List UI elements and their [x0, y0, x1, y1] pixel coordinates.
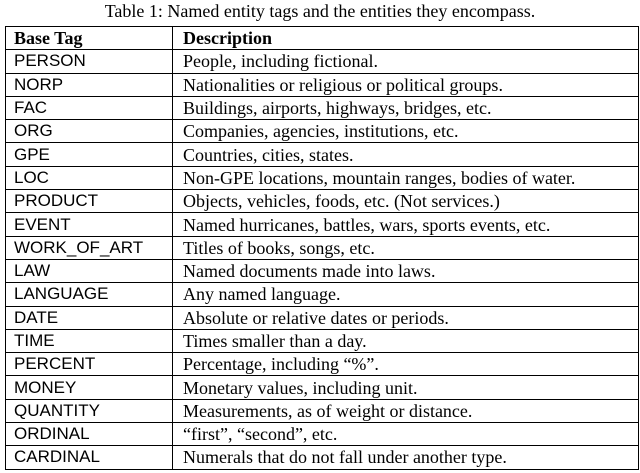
- table-row: [6, 120, 639, 143]
- table-row: [6, 73, 639, 96]
- tag-cell: EVENT: [6, 213, 173, 236]
- description-cell: Named hurricanes, battles, wars, sports events, etc.: [173, 213, 639, 236]
- table-row: [6, 283, 639, 306]
- table-row: [6, 143, 639, 166]
- table-row: [6, 236, 639, 259]
- header-base-tag: Base Tag: [6, 27, 173, 50]
- description-cell: Countries, cities, states.: [173, 143, 639, 166]
- description-cell: Titles of books, songs, etc.: [173, 236, 639, 259]
- description-cell: Objects, vehicles, foods, etc. (Not services.): [173, 190, 639, 213]
- description-cell: Measurements, as of weight or distance.: [173, 399, 639, 422]
- description-cell: Companies, agencies, institutions, etc.: [173, 120, 639, 143]
- table-row: [6, 50, 639, 73]
- description-cell: Nationalities or religious or political groups.: [173, 73, 639, 96]
- tag-cell: NORP: [6, 73, 173, 96]
- table-row: [6, 423, 639, 446]
- table-row: [6, 213, 639, 236]
- description-cell: People, including fictional.: [173, 50, 639, 73]
- tag-cell: ORG: [6, 120, 173, 143]
- table-row: [6, 259, 639, 282]
- table-row: [6, 190, 639, 213]
- entity-tags-table: [5, 26, 639, 470]
- table-caption: Table 1: Named entity tags and the entities they encompass.: [104, 1, 536, 21]
- tag-cell: ORDINAL: [6, 423, 173, 446]
- description-cell: Monetary values, including unit.: [173, 376, 639, 399]
- description-cell: Non-GPE locations, mountain ranges, bodies of water.: [173, 166, 639, 189]
- table-row: [6, 329, 639, 352]
- tag-cell: LOC: [6, 166, 173, 189]
- tag-cell: LAW: [6, 259, 173, 282]
- table-header-row: [6, 27, 639, 50]
- description-cell: Any named language.: [173, 283, 639, 306]
- description-cell: Absolute or relative dates or periods.: [173, 306, 639, 329]
- description-cell: Times smaller than a day.: [173, 329, 639, 352]
- table-row: [6, 353, 639, 376]
- tag-cell: TIME: [6, 329, 173, 352]
- tag-cell: PRODUCT: [6, 190, 173, 213]
- tag-cell: CARDINAL: [6, 446, 173, 469]
- header-description: Description: [173, 27, 639, 50]
- table-row: [6, 166, 639, 189]
- description-cell: Named documents made into laws.: [173, 259, 639, 282]
- table-row: [6, 96, 639, 119]
- table-row: [6, 446, 639, 469]
- table-row: [6, 376, 639, 399]
- description-cell: Numerals that do not fall under another type.: [173, 446, 639, 469]
- description-cell: Buildings, airports, highways, bridges, etc.: [173, 96, 639, 119]
- tag-cell: PERSON: [6, 50, 173, 73]
- tag-cell: LANGUAGE: [6, 283, 173, 306]
- description-cell: “first”, “second”, etc.: [173, 423, 639, 446]
- tag-cell: DATE: [6, 306, 173, 329]
- tag-cell: GPE: [6, 143, 173, 166]
- tag-cell: PERCENT: [6, 353, 173, 376]
- tag-cell: WORK_OF_ART: [6, 236, 173, 259]
- tag-cell: QUANTITY: [6, 399, 173, 422]
- tag-cell: MONEY: [6, 376, 173, 399]
- tag-cell: FAC: [6, 96, 173, 119]
- description-cell: Percentage, including “%”.: [173, 353, 639, 376]
- table-row: [6, 306, 639, 329]
- table-row: [6, 399, 639, 422]
